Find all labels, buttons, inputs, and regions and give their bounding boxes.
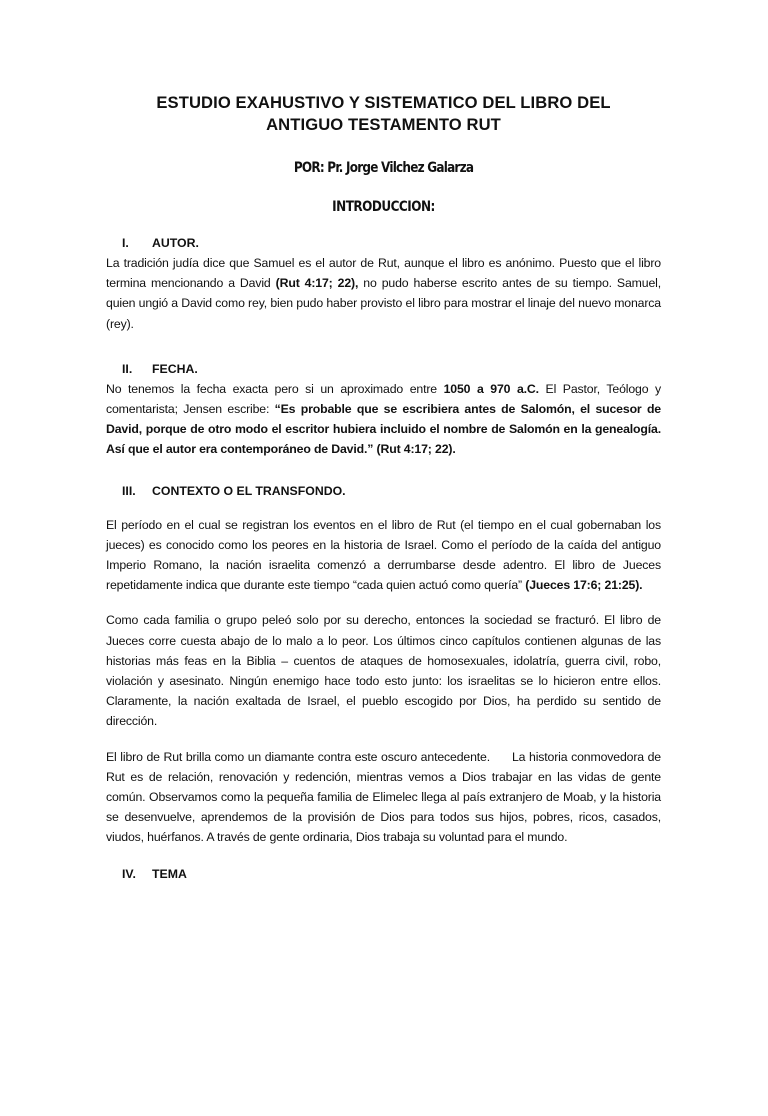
text-run: La tradición judía dice que Samuel es el autor de Rut, aunque el libro es anónimo. Puesto que el libro termina mencionando a David — [106, 256, 661, 291]
contexto-paragraph-3: El libro de Rut brilla como un diamante contra este oscuro antecedente. La historia conmovedora de Rut es de relación, renovación y redención, mientras vemos a Dios trabajar en las vidas de gente común. Observamos como la pequeña familia de Elimelec llega al país extranjero de Moab, y la historia se desenvuelve, aprendemos de la provisión de Dios para todos sus hijos, pobres, ricos, casados, viudos, huérfanos. A través de gente ordinaria, Dios trabaja su voluntad para el mundo. — [106, 749, 665, 845]
section-number: III. — [122, 483, 136, 498]
section-number: II. — [122, 361, 133, 376]
section-number: I. — [122, 236, 129, 250]
section-title: FECHA. — [152, 361, 198, 376]
quote: “Es probable que se escribiera antes de Salomón, el sucesor de David, porque de otro modo el escritor hubiera incluido el nombre de Salomón en la genealogía. Así que el autor era contemporáneo de David.” — [106, 402, 661, 457]
text-run: El Pastor, Teólogo y comentarista; Jensen escribe: — [106, 381, 662, 417]
author-line: POR: Pr. Jorge Vilchez Galarza — [293, 160, 474, 176]
section-title: AUTOR. — [152, 236, 199, 250]
section-title: CONTEXTO O EL TRANSFONDO. — [152, 483, 346, 498]
section-heading-tema — [106, 864, 661, 884]
title-line-1: ESTUDIO EXAHUSTIVO Y SISTEMATICO DEL LIBRO DEL — [156, 93, 611, 112]
bible-reference: (Rut 4:17; 22), — [275, 276, 359, 291]
bible-reference: (Jueces 17:6; 21:25). — [525, 578, 643, 593]
contexto-paragraph-1 — [106, 515, 661, 596]
autor-paragraph — [106, 253, 661, 334]
introduction-heading: INTRODUCCION: — [332, 199, 435, 215]
section-number: IV. — [122, 866, 136, 881]
date-range: 1050 a 970 a.C. — [443, 381, 539, 396]
text-run: no pudo haberse escrito antes de su tiempo. Samuel, quien ungió a David como rey, bien pudo haber provisto el libro para mostrar el linaje del nuevo monarca (rey). — [106, 276, 661, 331]
section-heading-fecha — [106, 359, 661, 379]
section-heading-contexto — [106, 481, 661, 501]
fecha-paragraph — [106, 379, 661, 460]
document-page — [0, 92, 768, 1116]
title-line-2: ANTIGUO TESTAMENTO RUT — [266, 115, 501, 134]
section-heading-autor — [106, 233, 661, 253]
text-run: No tenemos la fecha exacta pero si un aproximado entre — [106, 381, 444, 396]
document-title — [106, 92, 661, 136]
bible-reference: (Rut 4:17; 22). — [373, 442, 456, 457]
contexto-paragraph-2: Como cada familia o grupo peleó solo por su derecho, entonces la sociedad se fracturó. El libro de Jueces corre cuesta abajo de lo malo a lo peor. Los últimos cinco capítulos contienen algunas de las historias más feas en la Biblia – cuentos de ataques de homosexuales, idolatría, guerra civil, robo, violación y asesinato. Ningún enemigo hace todo esto junto: los israelitas se lo hicieron entre ellos. Claramente, la nación exaltada de Israel, el pueblo escogido por Dios, ha perdido su sentido de dirección. — [106, 613, 661, 729]
text-run: El período en el cual se registran los eventos en el libro de Rut (el tiempo en el cual gobernaban los jueces) es conocido como los peores en la historia de Israel. Como el período de la caída del antiguo Imperio Romano, la nación israelita comenzó a derrumbarse desde adentro. El libro de Jueces repetidamente indica que durante este tiempo “cada quien actuó como quería” — [106, 517, 661, 593]
section-title: TEMA — [152, 866, 187, 881]
